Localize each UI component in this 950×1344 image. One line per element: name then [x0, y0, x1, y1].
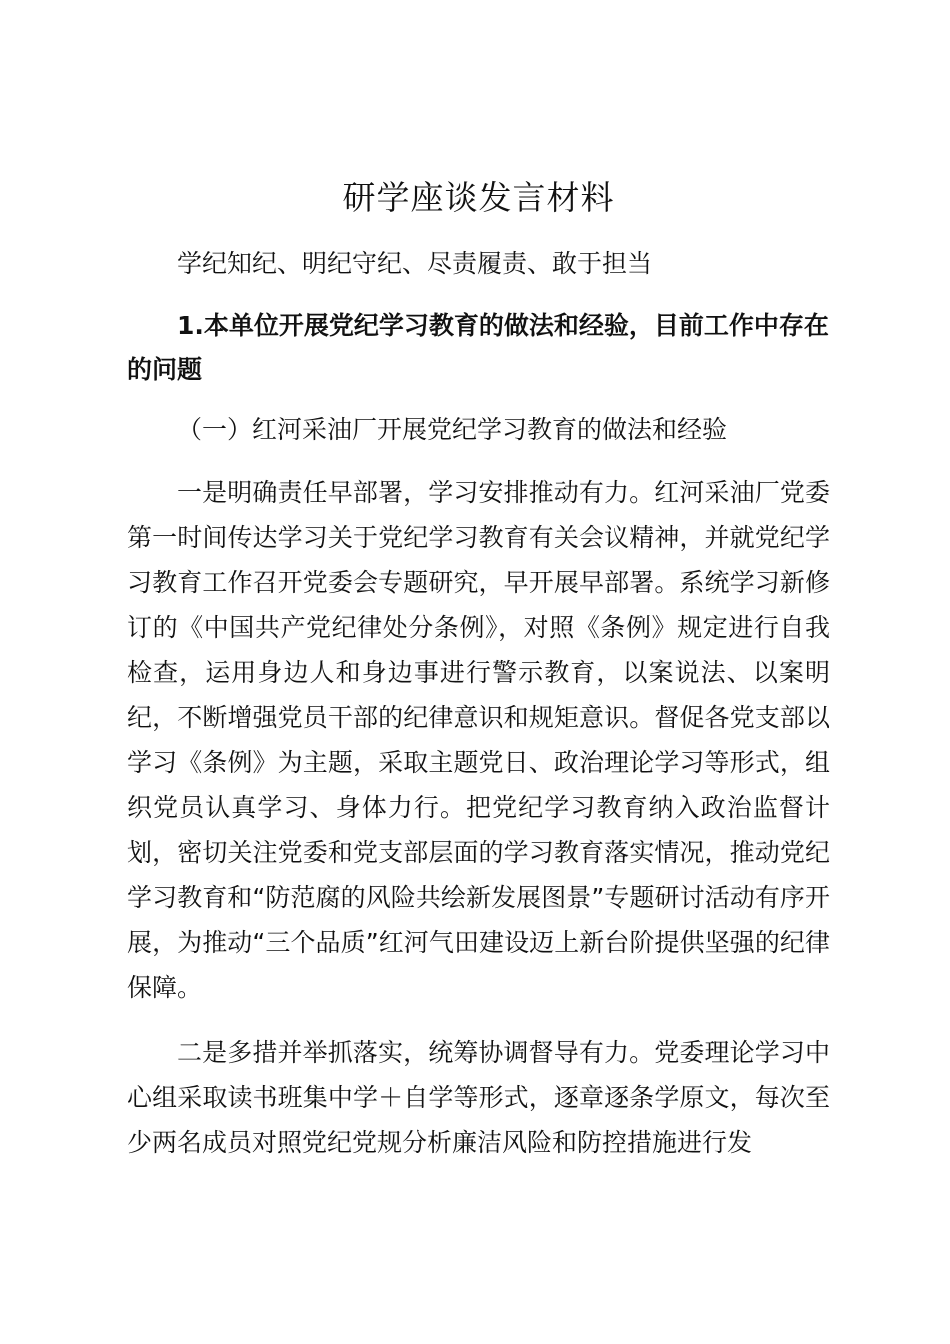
document-title: 研学座谈发言材料	[342, 178, 615, 217]
document-subtitle: 学纪知纪、明纪守纪、尽责履责、敢于担当	[177, 249, 653, 278]
subsection-heading: （一）红河采油厂开展党纪学习教育的做法和经验	[177, 415, 728, 444]
paragraph-2: 二是多措并举抓落实，统筹协调督导有力。党委理论学习中心组采取读书班集中学＋自学等形式，逐章逐条学原文，每次至少两名成员对照党纪党规分析廉洁风险和防控措施进行发	[127, 1038, 830, 1157]
paragraph-1: 一是明确责任早部署，学习安排推动有力。红河采油厂党委第一时间传达学习关于党纪学习教育有关会议精神，并就党纪学习教育工作召开党委会专题研究，早开展早部署。系统学习新修订的《中国共产党纪律处分条例》，对照《条例》规定进行自我检查，运用身边人和身边事进行警示教育，以案说法、以案明纪，不断增强党员干部的纪律意识和规矩意识。督促各党支部以学习《条例》为主题，采取主题党日、政治理论学习等形式，组织党员认真学习、身体力行。把党纪学习教育纳入政治监督计划，密切关注党委和党支部层面的学习教育落实情况，推动党纪学习教育和“防范腐的风险共绘新发展图景”专题研讨活动有序开展，为推动“三个品质”红河气田建设迈上新台阶提供坚强的纪律保障。	[127, 478, 830, 1002]
section-heading: 1.本单位开展党纪学习教育的做法和经验，目前工作中存在的问题	[127, 311, 829, 384]
